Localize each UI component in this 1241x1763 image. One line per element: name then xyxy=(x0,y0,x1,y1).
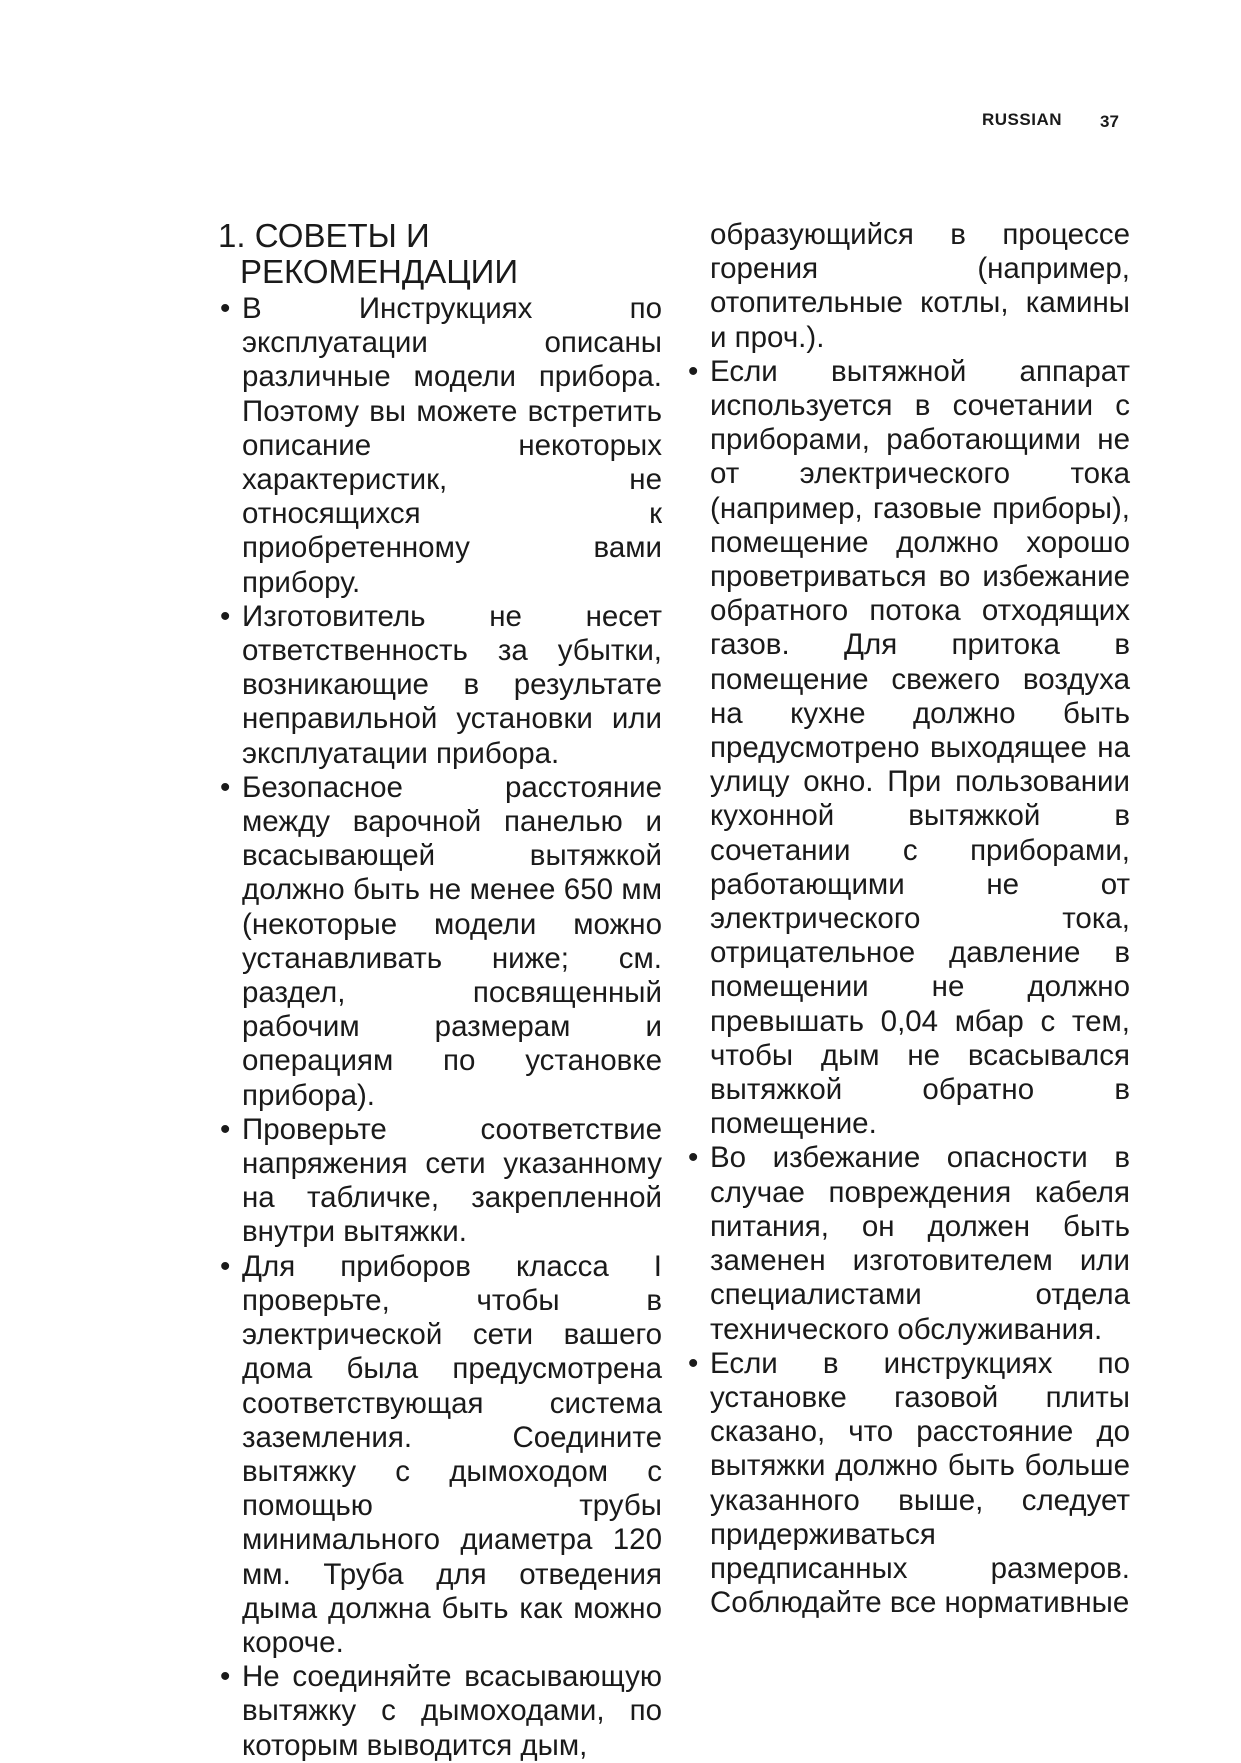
left-column xyxy=(218,218,662,1763)
language-label: RUSSIAN xyxy=(982,110,1063,129)
advice-item: • Во избежание опасности в случае повреждения кабеля питания, он должен быть заменен изготовителем или специалистами отдела технического обслуживания. xyxy=(686,1141,1130,1346)
advice-item: • Безопасное расстояние между варочной панелью и всасывающей вытяжкой должно быть не менее 650 мм (некоторые модели можно устанавливать ниже; см. раздел, посвященный рабочим размерам и операциям по установке прибора). xyxy=(218,771,662,1113)
section-title: 1. СОВЕТЫ И РЕКОМЕНДАЦИИ xyxy=(218,217,519,290)
page-number: 37 xyxy=(1100,112,1119,131)
right-column xyxy=(686,218,1130,1620)
advice-item: • Если в инструкциях по установке газовой плиты сказано, что расстояние до вытяжки должно быть больше указанного выше, следует придерживаться предписанных размеров. Соблюдайте все нормативные xyxy=(686,1347,1130,1621)
advice-item: • Если вытяжной аппарат используется в сочетании с приборами, работающими не от электрического тока (например, газовые приборы), помещение должно хорошо проветриваться во избежание обратного потока отходящих газов. Для притока в помещение свежего воздуха на кухне должно быть предусмотрено выходящее на улицу окно. При пользовании кухонной вытяжкой в сочетании с приборами, работающими не от электрического тока, отрицательное давление в помещении не должно превышать 0,04 мбар с тем, чтобы дым не всасывался вытяжкой обратно в помещение. xyxy=(686,355,1130,1142)
advice-list-right xyxy=(686,355,1130,1621)
page-header xyxy=(0,108,1241,138)
advice-list-left xyxy=(218,292,662,1763)
advice-item: • Не соединяйте всасывающую вытяжку с дымоходами, по которым выводится дым, xyxy=(218,1660,662,1763)
advice-item: • Изготовитель не несет ответственность за убытки, возникающие в результате неправильной установки или эксплуатации прибора. xyxy=(218,600,662,771)
advice-item-continuation: образующийся в процессе горения (например, отопительные котлы, камины и проч.). xyxy=(710,218,1130,354)
advice-item: • Проверьте соответствие напряжения сети указанному на табличке, закрепленной внутри вытяжки. xyxy=(218,1113,662,1250)
advice-item: • В Инструкциях по эксплуатации описаны различные модели прибора. Поэтому вы можете встретить описание некоторых характеристик, не относящихся к приобретенному вами прибору. xyxy=(218,292,662,600)
advice-item: • Для приборов класса I проверьте, чтобы в электрической сети вашего дома была предусмотрена соответствующая система заземления. Соедините вытяжку с дымоходом с помощью трубы минимального диаметра 120 мм. Труба для отведения дыма должна быть как можно короче. xyxy=(218,1250,662,1660)
